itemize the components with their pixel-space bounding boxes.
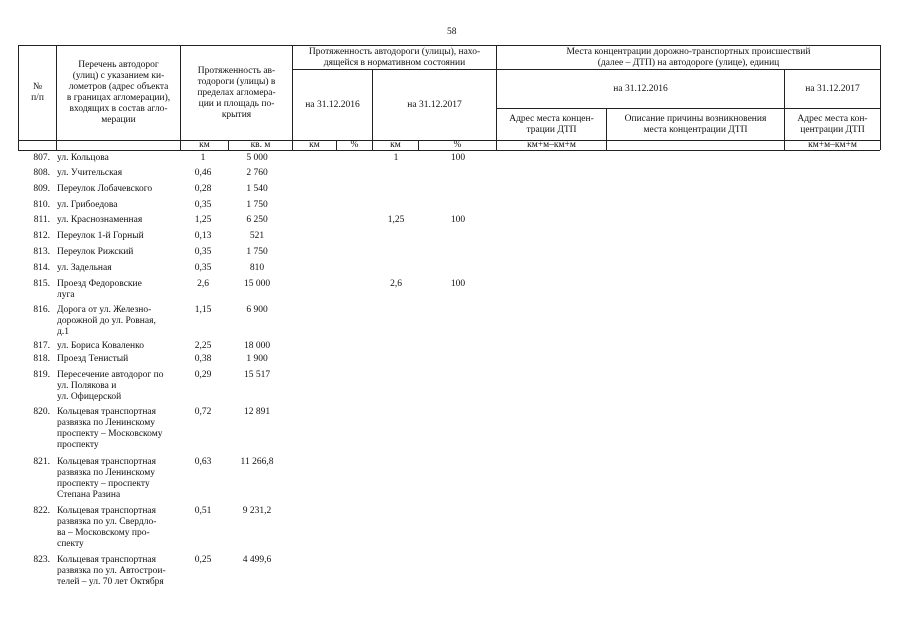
road-area-sqm: 1 900 xyxy=(246,354,268,364)
road-name: ул. Краснознаменная xyxy=(57,215,143,225)
row-number: 814. xyxy=(33,263,50,273)
unit-pct-2016: % xyxy=(350,140,359,150)
road-area-sqm: 1 750 xyxy=(246,247,268,257)
unit-pct-2017: % xyxy=(453,140,462,150)
road-area-sqm: 4 499,6 xyxy=(242,555,272,565)
header-address-dtp-2017: Адрес места кон- центрации ДТП xyxy=(797,113,868,135)
header-length-normative: Протяженность автодороги (улицы), нахо- дящейся в нормативном состоянии xyxy=(308,46,481,68)
unit-range-2016: км+м–км+м xyxy=(527,140,576,150)
header-number: № п/п xyxy=(31,82,44,103)
road-name: Проезд Федоровские луга xyxy=(57,279,142,300)
road-name: Переулок Лобачевского xyxy=(57,184,153,194)
road-length-km: 0,28 xyxy=(194,184,212,194)
normative-pct-2017: 100 xyxy=(450,215,466,225)
road-area-sqm: 11 266,8 xyxy=(240,457,274,467)
road-name: Кольцевая транспортная развязка по ул. Автострои- телей – ул. 70 лет Октября xyxy=(57,555,166,587)
header-cause-dtp: Описание причины возникновения места концентрации ДТП xyxy=(624,113,767,135)
road-area-sqm: 2 760 xyxy=(246,168,268,178)
road-name: ул. Учительская xyxy=(57,168,123,178)
road-length-km: 0,51 xyxy=(194,506,212,516)
header-address-dtp: Адрес места концен- трации ДТП xyxy=(509,113,594,135)
row-number: 821. xyxy=(33,457,50,467)
road-length-km: 0,35 xyxy=(194,247,212,257)
road-length-km: 1 xyxy=(200,153,206,163)
road-name: ул. Задельная xyxy=(57,263,112,273)
row-number: 808. xyxy=(33,168,50,178)
row-number: 823. xyxy=(33,555,50,565)
road-area-sqm: 1 540 xyxy=(246,184,268,194)
road-name: Переулок Рижский xyxy=(57,247,134,257)
road-area-sqm: 1 750 xyxy=(246,200,268,210)
row-number: 810. xyxy=(33,200,50,210)
road-name: Кольцевая транспортная развязка по ул. Свердло- ва – Московскому про- спекту xyxy=(57,506,157,549)
unit-km-2016: км xyxy=(309,140,320,150)
row-number: 813. xyxy=(33,247,50,257)
row-number: 807. xyxy=(33,153,50,163)
road-area-sqm: 810 xyxy=(249,263,265,273)
normative-km-2017: 1,25 xyxy=(387,215,405,225)
road-length-km: 0,29 xyxy=(194,370,212,380)
road-name: ул. Бориса Коваленко xyxy=(57,341,144,351)
page-number: 58 xyxy=(447,27,457,37)
header-dtp-2017: на 31.12.2017 xyxy=(805,83,860,94)
road-length-km: 0,13 xyxy=(194,231,212,241)
road-area-sqm: 12 891 xyxy=(243,407,271,417)
road-name: Переулок 1-й Горный xyxy=(57,231,144,241)
header-roads-list: Перечень автодорог (улиц) с указанием ки- лометров (адрес объекта в границах агломерации), входящих в состав агло- мерации xyxy=(66,60,171,125)
road-area-sqm: 5 000 xyxy=(246,153,268,163)
header-dtp-places: Места концентрации дорожно-транспортных происшествий (далее – ДТП) на автодороге (улице), единиц xyxy=(566,46,811,68)
normative-km-2017: 1 xyxy=(393,153,399,163)
row-number: 812. xyxy=(33,231,50,241)
road-name: Кольцевая транспортная развязка по Ленинскому проспекту – проспекту Степана Разина xyxy=(57,457,156,500)
road-length-km: 0,35 xyxy=(194,200,212,210)
unit-sqm: кв. м xyxy=(250,140,271,150)
road-length-km: 0,63 xyxy=(194,457,212,467)
road-length-km: 0,72 xyxy=(194,407,212,417)
header-normative-2016: на 31.12.2016 xyxy=(305,99,360,110)
road-length-km: 0,46 xyxy=(194,168,212,178)
road-length-km: 0,38 xyxy=(194,354,212,364)
road-area-sqm: 18 000 xyxy=(243,341,271,351)
road-area-sqm: 15 517 xyxy=(243,370,271,380)
road-length-km: 0,35 xyxy=(194,263,212,273)
road-length-km: 2,6 xyxy=(197,279,209,289)
road-name: ул. Кольцова xyxy=(57,153,109,163)
road-length-km: 2,25 xyxy=(194,341,212,351)
row-number: 815. xyxy=(33,279,50,289)
road-name: Пересечение автодорог по ул. Полякова и ул. Офицерской xyxy=(57,370,164,402)
row-number: 819. xyxy=(33,370,50,380)
header-length-within: Протяженность ав- тодороги (улицы) в пределах агломера- ции и площадь по- крытия xyxy=(197,65,276,120)
header-dtp-2016: на 31.12.2016 xyxy=(613,83,668,94)
normative-km-2017: 2,6 xyxy=(390,279,402,289)
road-name: Кольцевая транспортная развязка по Ленинскому проспекту – Московскому проспекту xyxy=(57,407,163,450)
header-normative-2017: на 31.12.2017 xyxy=(407,99,462,110)
row-number: 817. xyxy=(33,341,50,351)
row-number: 809. xyxy=(33,184,50,194)
road-length-km: 1,25 xyxy=(194,215,212,225)
unit-range-2017: км+м–км+м xyxy=(808,140,857,150)
road-name: Проезд Тенистый xyxy=(57,354,129,364)
road-area-sqm: 15 000 xyxy=(243,279,271,289)
unit-km: км xyxy=(199,140,210,150)
normative-pct-2017: 100 xyxy=(450,153,466,163)
road-area-sqm: 6 900 xyxy=(246,305,268,315)
row-number: 820. xyxy=(33,407,50,417)
road-area-sqm: 6 250 xyxy=(246,215,268,225)
road-name: ул. Грибоедова xyxy=(57,200,118,210)
row-number: 811. xyxy=(33,215,50,225)
road-name: Дорога от ул. Железно- дорожной до ул. Ровная, д.1 xyxy=(57,305,156,337)
road-length-km: 0,25 xyxy=(194,555,212,565)
road-area-sqm: 9 231,2 xyxy=(242,506,272,516)
row-number: 822. xyxy=(33,506,50,516)
row-number: 816. xyxy=(33,305,50,315)
road-area-sqm: 521 xyxy=(249,231,265,241)
unit-km-2017: км xyxy=(390,140,401,150)
road-length-km: 1,15 xyxy=(194,305,212,315)
row-number: 818. xyxy=(33,354,50,364)
normative-pct-2017: 100 xyxy=(450,279,466,289)
